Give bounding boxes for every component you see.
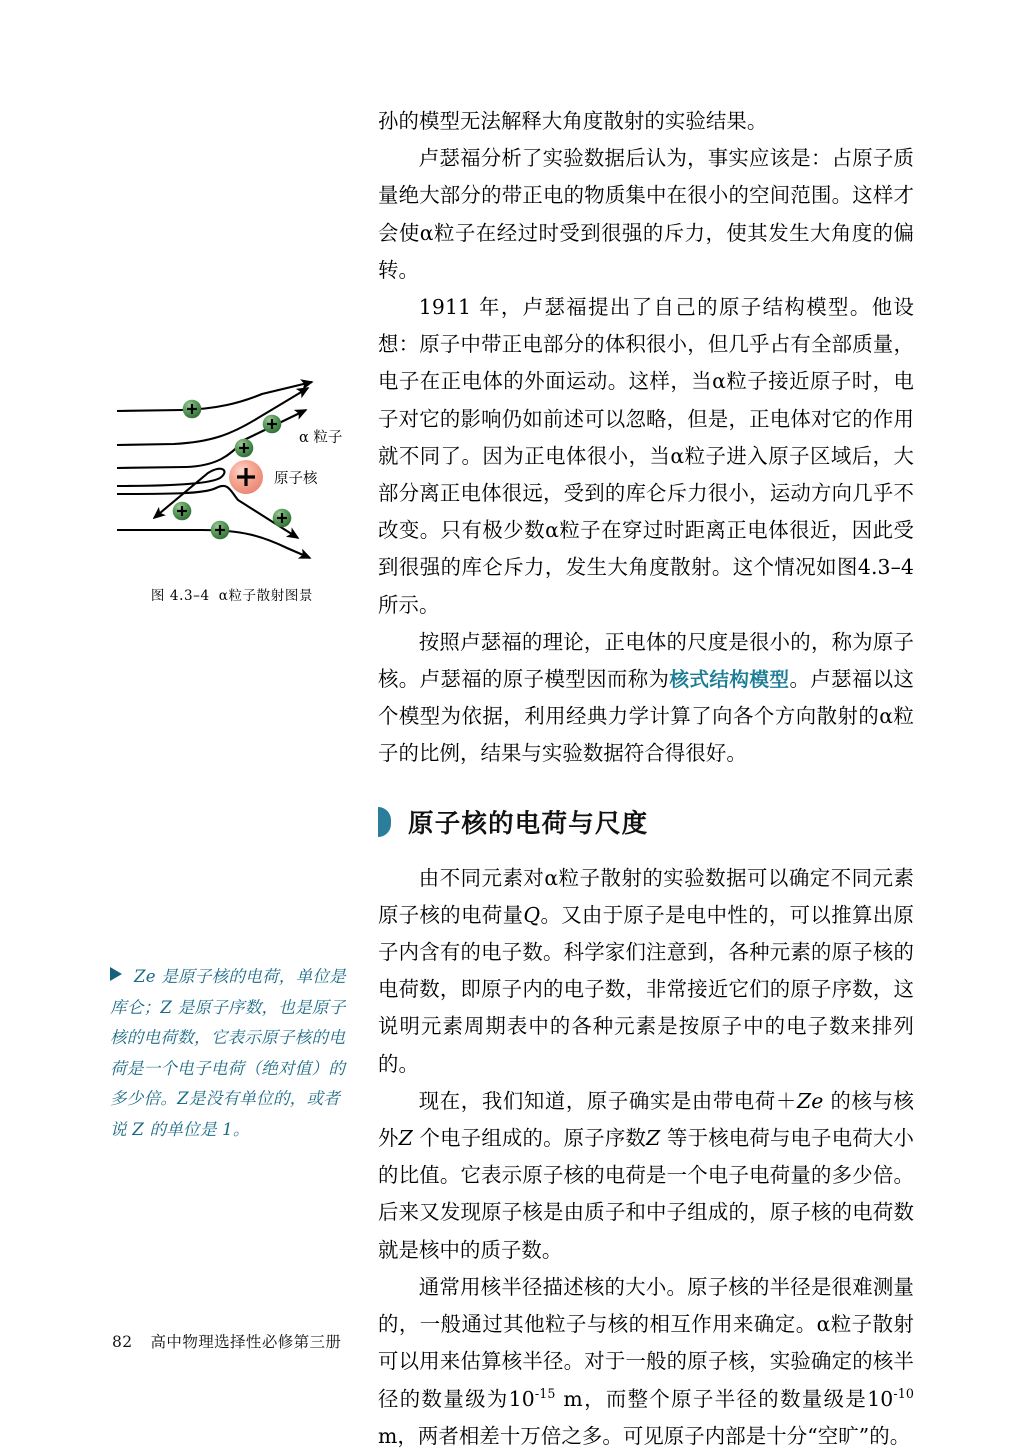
nucleus-marker [229, 460, 263, 494]
margin-note [110, 962, 350, 1146]
figure-label-nucleus: 原子核 [274, 471, 318, 487]
figure-caption [112, 584, 352, 604]
paragraph-7-b: m，而整个原子半径的数量级是10 [555, 1386, 894, 1411]
variable-Ze: Ze [796, 1088, 824, 1113]
paragraph-6-c: 个电子组成的。原子序数 [412, 1126, 647, 1151]
alpha-particle [173, 502, 192, 521]
figure-diagram [112, 378, 352, 578]
alpha-particle [235, 439, 254, 458]
alpha-particle [273, 509, 292, 528]
figure-caption-number: 图 4.3–4 [150, 588, 210, 604]
book-title: 高中物理选择性必修第三册 [150, 1333, 342, 1351]
paragraph-4-after: 。卢瑟福以这个模型为依据，利用经典力学计算了向各个方向散射的α粒子的比例，结果与实验数据符合得很好。 [378, 667, 914, 766]
paragraph-6-b: 的核与核外 [378, 1088, 914, 1151]
section-heading-label: 原子核的电荷与尺度 [408, 808, 649, 839]
figure-caption-text: α粒子散射图景 [218, 588, 314, 604]
paragraph-4-before: 按照卢瑟福的理论，正电体的尺度是很小的，称为原子核。卢瑟福的原子模型因而称为 [378, 629, 914, 692]
figure-alpha-scattering [112, 378, 352, 604]
section-heading [378, 804, 914, 840]
keyword-nuclear-model: 核式结构模型 [669, 668, 790, 692]
paragraph-4 [378, 624, 914, 773]
paragraph-7-c: m，两者相差十万倍之多。可见原子内部是十分“空旷”的。 [378, 1423, 911, 1448]
paragraph-1: 孙的模型无法解释大角度散射的实验结果。 [378, 109, 768, 133]
variable-Z-1: Z [398, 1126, 413, 1151]
paragraph-7 [378, 1269, 914, 1455]
paragraph-5-a: 由不同元素对α粒子散射的实验数据可以确定不同元素原子核的电荷量 [378, 865, 914, 927]
paragraph-5-b: 。又由于原子是电中性的，可以推算出原子内含有的电子数。科学家们注意到，各种元素的原子核的电荷数，即原子内的电子数，非常接近它们的原子序数，这说明元素周期表中的各种元素是按原子中的电子数来排列的。 [378, 902, 914, 1076]
alpha-particle [263, 415, 282, 434]
paragraph-7-a: 通常用核半径描述核的大小。原子核的半径是很难测量的，一般通过其他粒子与核的相互作用来确定。α粒子散射可以用来估算核半径。对于一般的原子核，实验确定的核半径的数量级为10 [378, 1274, 914, 1411]
paragraph-5 [378, 860, 914, 1083]
trajectory-path [117, 388, 308, 445]
paragraph-6-a: 现在，我们知道，原子确实是由带电荷＋ [418, 1088, 797, 1113]
page-footer [112, 1330, 341, 1352]
exponent-minus-10: -10 [893, 1385, 914, 1401]
half-disc-icon [378, 807, 391, 837]
paragraph-2: 卢瑟福分析了实验数据后认为，事实应该是：占原子质量绝大部分的带正电的物质集中在很小的空间范围。这样才会使α粒子在经过时受到很强的斥力，使其发生大角度的偏转。 [378, 146, 914, 282]
figure-label-alpha: α 粒子 [299, 430, 343, 446]
exponent-minus-15: -15 [534, 1385, 556, 1401]
paragraph-6 [378, 1083, 914, 1269]
trajectory-path [117, 382, 312, 411]
alpha-particle [183, 400, 202, 419]
page-number: 82 [112, 1333, 133, 1351]
margin-note-variable: Ze [134, 967, 156, 986]
paragraph-3: 1911 年，卢瑟福提出了自己的原子结构模型。他设想：原子中带正电部分的体积很小，但几乎占有全部质量，电子在正电体的外面运动。这样，当α粒子接近原子时，电子对它的影响仍如前述可以忽略，但是，正电体对它的作用就不同了。因为正电体很小，当α粒子进入原子区域后，大部分离正电体很远，受到的库仑斥力很小，运动方向几乎不改变。只有极少数α粒子在穿过时距离正电体很近，因此受到很强的库仑斥力，发生大角度散射。这个情况如图4.3–4所示。 [378, 295, 914, 617]
variable-Q: Q [523, 902, 541, 927]
margin-note-text: 是原子核的电荷，单位是库仑；Z 是原子序数，也是原子核的电荷数，它表示原子核的电荷是一个电子电荷（绝对值）的多少倍。Z是没有单位的，或者说 Z 的单位是 1。 [110, 967, 346, 1139]
variable-Z-2: Z [646, 1126, 661, 1151]
triangle-right-icon [110, 967, 122, 981]
alpha-particle [211, 521, 230, 540]
main-text-column [378, 103, 914, 1455]
paragraph-6-d: 等于核电荷与电子电荷大小的比值。它表示原子核的电荷是一个电子电荷量的多少倍。后来又发现原子核是由质子和中子组成的，原子核的电荷数就是核中的质子数。 [378, 1126, 914, 1262]
